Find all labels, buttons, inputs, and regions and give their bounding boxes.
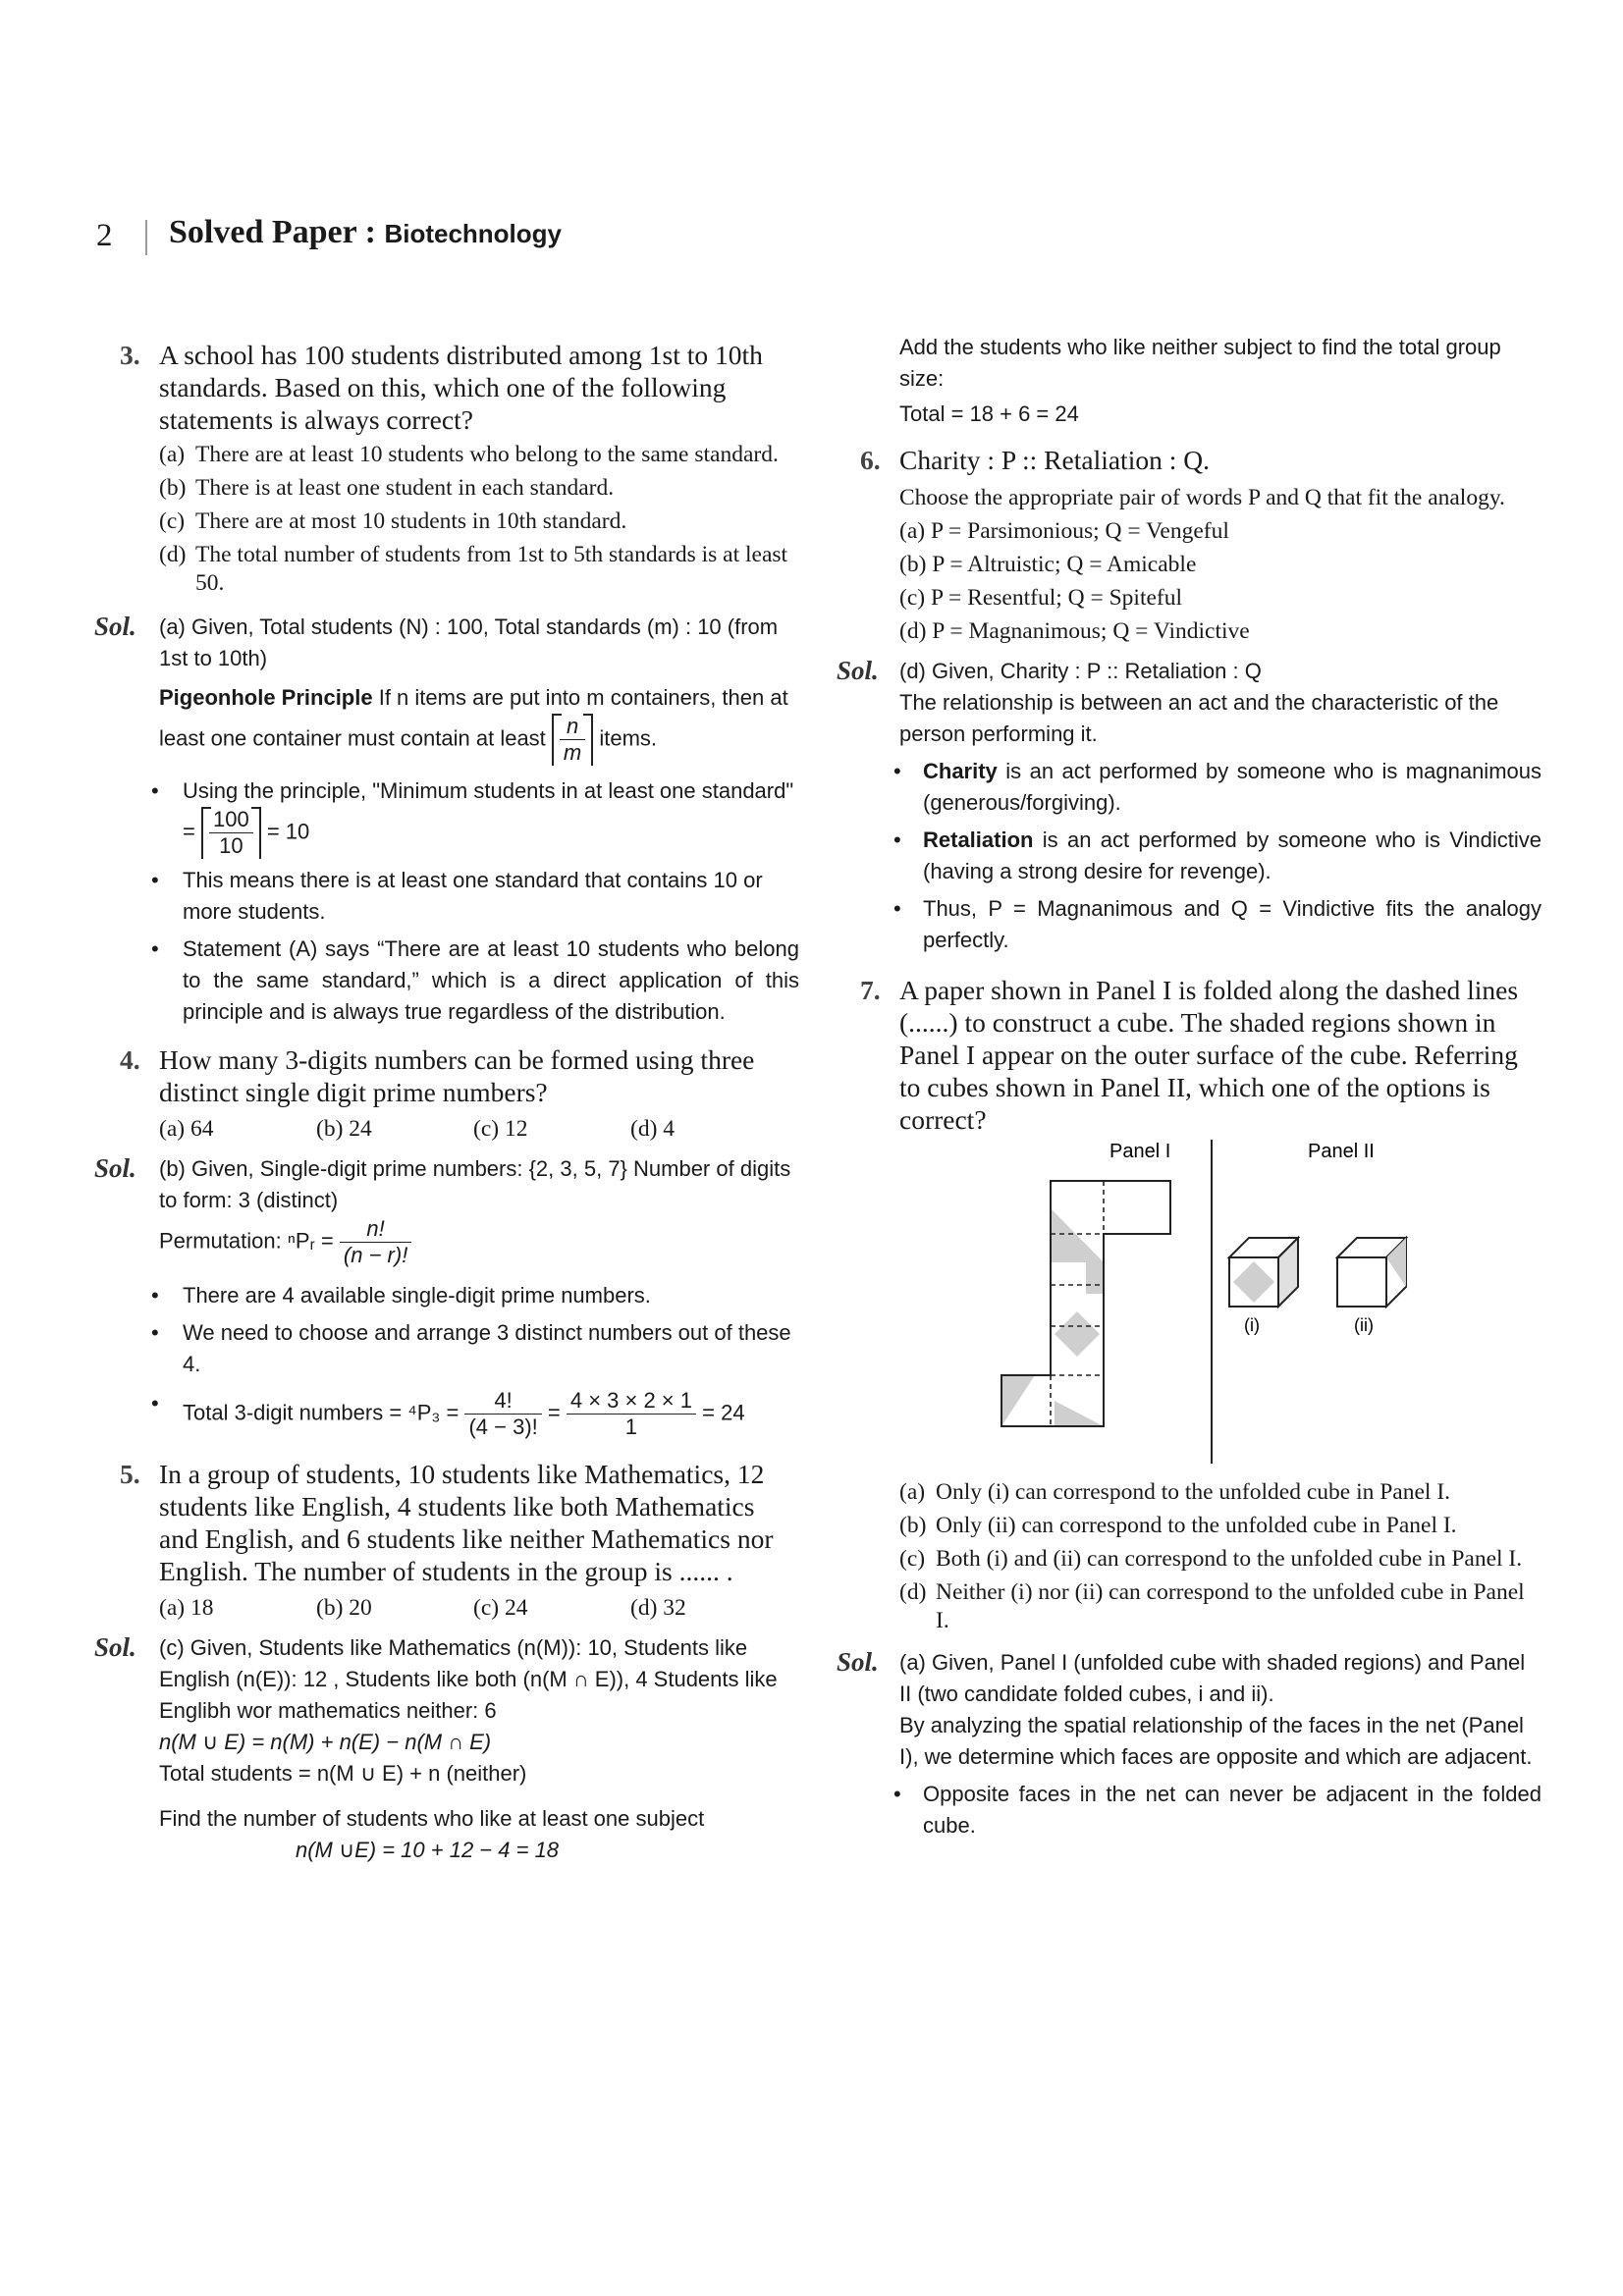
- bullet-item: • Using the principle, "Minimum students in at least one standard" = $\frac{100}{10}$ = 10: [151, 778, 794, 858]
- frac-numerator: 4!: [464, 1388, 541, 1415]
- option-c: [837, 1545, 1542, 1574]
- solution-6: [837, 656, 1542, 687]
- question-number: 3.: [120, 340, 140, 370]
- panel-1-label: Panel I: [1109, 1141, 1171, 1162]
- option-label: (a): [159, 442, 186, 467]
- option-b: (b) 20: [316, 1595, 372, 1621]
- bullet-bold: Retaliation: [923, 828, 1034, 852]
- option-label: (b): [899, 1513, 927, 1538]
- net-outline: [1001, 1181, 1170, 1426]
- text-line: The relationship is between an act and the characteristic of the person performing it.: [899, 690, 1499, 746]
- option-d: (d) 32: [630, 1595, 686, 1621]
- page-number: 2: [96, 218, 113, 253]
- bullet-text: This means there is at least one standard that contains 10 or more students.: [183, 868, 763, 924]
- option-label: (d): [159, 542, 187, 567]
- frac-numerator: 4 × 3 × 2 × 1: [567, 1388, 696, 1415]
- question-text: How many 3-digits numbers can be formed using three distinct single digit prime numbers?: [159, 1044, 755, 1107]
- solution-text: (a) Given, Total students (N) : 100, Total standards (m) : 10 (from 1st to 10th): [159, 614, 779, 670]
- question-text: A school has 100 students distributed among 1st to 10th standards. Based on this, which one of the following statements is always correct?: [159, 340, 763, 435]
- header-title: Solved Paper :: [169, 214, 376, 250]
- solution-text: (c) Given, Students like Mathematics (n(M)): 10, Students like English (n(E)): 12 , Students like both (n(M ∩ E)), 4 Students like Englibh wor mathematics neither: 6: [159, 1635, 778, 1723]
- bullet-result: = 10: [266, 819, 310, 844]
- option-text: The total number of students from 1st to 5th standards is at least 50.: [195, 542, 788, 596]
- options-row: [94, 1114, 799, 1144]
- question-text: In a group of students, 10 students like Mathematics, 12 students like English, 4 students like both Mathematics and English, and 6 students like neither Mathematics nor English. The number of students in the group is ...... .: [159, 1459, 774, 1586]
- option-label: (b): [159, 475, 187, 501]
- bullet-bold: Charity: [923, 759, 998, 783]
- option-text: Both (i) and (ii) can correspond to the unfolded cube in Panel I.: [936, 1546, 1523, 1572]
- left-column: [94, 339, 799, 1866]
- option-c: (c) 12: [473, 1116, 528, 1142]
- bullet-text: is an act performed by someone who is Vindictive (having a strong desire for revenge).: [923, 828, 1542, 883]
- shaded-region: [1086, 1262, 1104, 1294]
- option-d: [94, 541, 799, 598]
- bullet-text: We need to choose and arrange 3 distinct numbers out of these 4.: [183, 1320, 791, 1376]
- bullet-item: • Charity is an act performed by someone who is magnanimous (generous/forgiving).: [893, 759, 1542, 815]
- option-a: [837, 1478, 1542, 1507]
- option-b: [837, 1512, 1542, 1540]
- solution-text: (b) Given, Single-digit prime numbers: {2, 3, 5, 7} Number of digits to form: 3 (distinct): [159, 1156, 791, 1212]
- frac-numerator: 100: [209, 807, 253, 833]
- option-a: (a) 64: [159, 1116, 214, 1142]
- solution-label: Sol.: [94, 1632, 136, 1662]
- question-6: [837, 444, 1542, 476]
- pigeonhole-principle: [94, 682, 799, 766]
- option-a: (a) 18: [159, 1595, 214, 1621]
- ceiling-bracket: [552, 714, 593, 766]
- bullet-text: Using the principle, "Minimum students in at least one standard" =: [183, 778, 794, 844]
- instruction: Choose the appropriate pair of words P and Q that fit the analogy.: [899, 485, 1505, 510]
- text-line: By analyzing the spatial relationship of the faces in the net (Panel I), we determine which faces are opposite and which are adjacent.: [899, 1713, 1533, 1769]
- option-text: There are at least 10 students who belong to the same standard.: [195, 442, 779, 467]
- cube-ii: [1337, 1238, 1406, 1335]
- unfolded-cube-net: [1001, 1181, 1170, 1426]
- solution-3: [94, 612, 799, 674]
- question-number: 7.: [860, 975, 881, 1005]
- text-line: Find the number of students who like at least one subject: [159, 1806, 705, 1831]
- shaded-region: [1051, 1208, 1104, 1262]
- permutation-formula: [94, 1216, 799, 1268]
- solution-label: Sol.: [94, 1153, 136, 1183]
- frac-denominator: (n − r)!: [343, 1243, 408, 1267]
- bullet-text: Statement (A) says “There are at least 10 students who belong to the same standard,” which is a direct application of this principle and is always true regardless of the distribution.: [183, 936, 799, 1024]
- cube-i: [1229, 1238, 1298, 1335]
- bullet-text: Opposite faces in the net can never be adjacent in the folded cube.: [923, 1782, 1542, 1838]
- question-3: [94, 339, 799, 436]
- solution-text: (a) Given, Panel I (unfolded cube with shaded regions) and Panel II (two candidate folded cubes, i and ii).: [899, 1650, 1526, 1706]
- question-number: 6.: [860, 445, 881, 475]
- frac-numerator: n!: [340, 1216, 411, 1243]
- solution-text: (d) Given, Charity : P :: Retaliation : Q: [899, 659, 1262, 683]
- option-a: (a) P = Parsimonious; Q = Vengeful: [899, 518, 1229, 544]
- option-c: [94, 507, 799, 536]
- option-d: (d) 4: [630, 1116, 676, 1142]
- panel-2-label: Panel II: [1308, 1141, 1375, 1162]
- option-text: Only (ii) can correspond to the unfolded cube in Panel I.: [936, 1513, 1457, 1538]
- option-text: Only (i) can correspond to the unfolded cube in Panel I.: [936, 1479, 1451, 1505]
- formula-line: n(M ∪ E) = n(M) + n(E) − n(M ∩ E): [159, 1730, 492, 1754]
- bullet-item: • We need to choose and arrange 3 distinct numbers out of these 4.: [151, 1320, 791, 1376]
- formula-label: Permutation: ⁿPᵣ =: [159, 1228, 334, 1254]
- shaded-region: [1001, 1375, 1035, 1426]
- option-b: (b) P = Altruistic; Q = Amicable: [899, 552, 1197, 577]
- option-c: (c) 24: [473, 1595, 528, 1621]
- option-b: (b) 24: [316, 1116, 372, 1142]
- bullet-item: • This means there is at least one standard that contains 10 or more students.: [151, 868, 763, 924]
- bullet-item: • Thus, P = Magnanimous and Q = Vindictive fits the analogy perfectly.: [893, 896, 1542, 952]
- cube-i-label: (i): [1244, 1315, 1260, 1335]
- question-number: 4.: [120, 1044, 140, 1075]
- bullet-item: • Total 3-digit numbers = ⁴P₃ = $\frac{4!}{(4 - 3)!}$ = $\frac{4 \times 3 \times 2 \times 1}{1}$ = 24: [151, 1388, 745, 1439]
- solution-label: Sol.: [837, 1647, 879, 1677]
- option-a: [94, 441, 799, 469]
- option-text: There are at most 10 students in 10th standard.: [195, 508, 627, 534]
- bullet-text: There are 4 available single-digit prime numbers.: [183, 1283, 651, 1308]
- principle-end: items.: [599, 725, 658, 751]
- option-b: [94, 474, 799, 503]
- cube-figure: [876, 1140, 1485, 1473]
- bullet-item: • Opposite faces in the net can never be adjacent in the folded cube.: [893, 1782, 1542, 1838]
- formula-line: n(M ∪E) = 10 + 12 − 4 = 18: [296, 1838, 560, 1862]
- shaded-region: [1055, 1401, 1104, 1426]
- frac-denominator: 10: [219, 833, 243, 858]
- option-text: There is at least one student in each standard.: [195, 475, 615, 501]
- frac-denominator: 1: [624, 1415, 638, 1439]
- question-number: 5.: [120, 1459, 140, 1489]
- question-7: [837, 974, 1542, 1136]
- frac-denominator: (4 − 3)!: [468, 1415, 538, 1439]
- principle-title: Pigeonhole Principle: [159, 685, 373, 710]
- frac-denominator: m: [563, 740, 582, 765]
- question-text: Charity : P :: Retaliation : Q.: [899, 445, 1210, 475]
- solution-5: [94, 1632, 799, 1727]
- header-divider: [145, 220, 147, 255]
- shaded-region: [1055, 1311, 1100, 1357]
- bullet-text: Thus, P = Magnanimous and Q = Vindictive fits the analogy perfectly.: [923, 896, 1542, 952]
- option-d: [837, 1578, 1542, 1635]
- solution-label: Sol.: [837, 656, 879, 685]
- option-d: (d) P = Magnanimous; Q = Vindictive: [899, 618, 1250, 644]
- text-line: Add the students who like neither subject to find the total group size:: [899, 335, 1501, 391]
- bullet-result: = 24: [702, 1400, 745, 1425]
- solution-4: [94, 1153, 799, 1216]
- option-c: (c) P = Resentful; Q = Spiteful: [899, 585, 1183, 611]
- question-text: A paper shown in Panel I is folded along the dashed lines (......) to construct a cube. The shaded regions shown in Panel I appear on the outer surface of the cube. Referring to cubes shown in Panel II, which one of the options is correct?: [899, 975, 1519, 1135]
- option-label: (d): [899, 1579, 927, 1605]
- option-label: (c): [899, 1546, 926, 1572]
- options-row: [94, 1593, 799, 1623]
- ceiling-bracket: [201, 807, 261, 859]
- option-label: (a): [899, 1479, 926, 1505]
- frac-numerator: n: [560, 714, 585, 740]
- solution-7: [837, 1647, 1542, 1710]
- header-subject: Biotechnology: [384, 219, 562, 248]
- cube-ii-label: (ii): [1354, 1315, 1374, 1335]
- bullet-text: is an act performed by someone who is magnanimous (generous/forgiving).: [923, 759, 1542, 815]
- question-4: [94, 1043, 799, 1108]
- right-column: [837, 332, 1542, 1842]
- option-label: (c): [159, 508, 186, 534]
- page-header: [169, 214, 562, 251]
- principle-text: If n items are put into m containers, then at least one container must contain at least: [159, 685, 788, 751]
- bullet-item: • Statement (A) says “There are at least 10 students who belong to the same standard,” which is a direct application of this principle and is always true regardless of the distribution.: [151, 936, 799, 1024]
- bullet-text: Total 3-digit numbers = ⁴P₃ =: [183, 1400, 460, 1425]
- formula-line: Total = 18 + 6 = 24: [899, 401, 1079, 426]
- formula-line: Total students = n(M ∪ E) + n (neither): [159, 1761, 527, 1786]
- solution-label: Sol.: [94, 612, 136, 641]
- question-5: [94, 1458, 799, 1587]
- option-text: Neither (i) nor (ii) can correspond to the unfolded cube in Panel I.: [936, 1579, 1525, 1633]
- bullet-item: • Retaliation is an act performed by someone who is Vindictive (having a strong desire for revenge).: [893, 828, 1542, 883]
- bullet-item: • There are 4 available single-digit prime numbers.: [151, 1283, 651, 1308]
